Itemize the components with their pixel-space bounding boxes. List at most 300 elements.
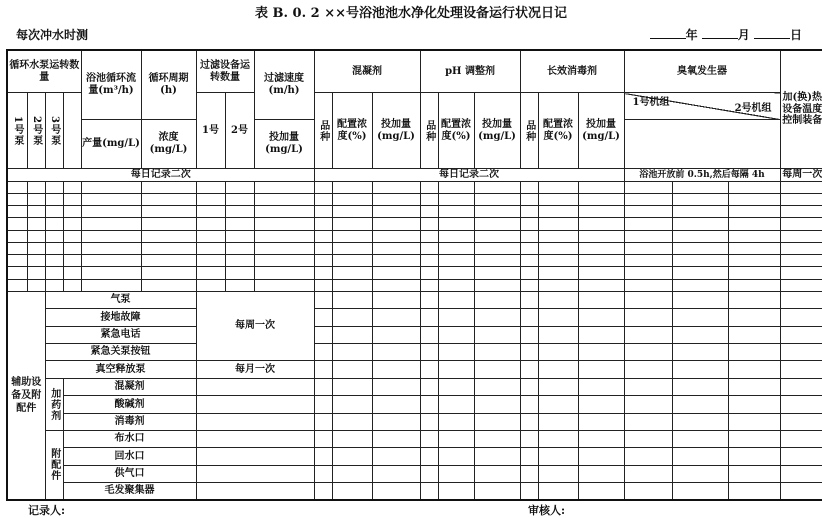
data-cell[interactable] xyxy=(372,326,420,343)
data-cell[interactable] xyxy=(780,242,822,254)
data-cell[interactable] xyxy=(538,242,578,254)
data-cell[interactable] xyxy=(141,206,196,218)
data-cell[interactable] xyxy=(420,430,438,447)
data-cell[interactable] xyxy=(438,206,474,218)
data-cell[interactable] xyxy=(372,279,420,291)
data-cell[interactable] xyxy=(63,193,81,205)
data-cell[interactable] xyxy=(780,482,822,500)
data-cell[interactable] xyxy=(225,230,254,242)
data-cell[interactable] xyxy=(420,413,438,430)
data-cell[interactable] xyxy=(225,242,254,254)
data-cell[interactable] xyxy=(196,279,225,291)
data-cell[interactable] xyxy=(332,279,372,291)
data-cell[interactable] xyxy=(672,242,728,254)
data-cell[interactable] xyxy=(672,206,728,218)
data-cell[interactable] xyxy=(332,465,372,482)
data-cell[interactable] xyxy=(254,255,314,267)
data-cell[interactable] xyxy=(225,206,254,218)
data-cell[interactable] xyxy=(27,242,45,254)
data-cell[interactable] xyxy=(332,193,372,205)
data-cell[interactable] xyxy=(254,193,314,205)
data-cell[interactable] xyxy=(314,413,332,430)
data-cell[interactable] xyxy=(254,242,314,254)
data-cell[interactable] xyxy=(578,181,624,193)
data-cell[interactable] xyxy=(141,279,196,291)
data-cell[interactable] xyxy=(780,230,822,242)
data-cell[interactable] xyxy=(474,181,520,193)
data-cell[interactable] xyxy=(27,255,45,267)
data-cell[interactable] xyxy=(27,267,45,279)
data-cell[interactable] xyxy=(520,482,538,500)
data-cell[interactable] xyxy=(7,279,27,291)
data-cell[interactable] xyxy=(624,206,672,218)
data-cell[interactable] xyxy=(438,181,474,193)
data-cell[interactable] xyxy=(780,465,822,482)
data-cell[interactable] xyxy=(332,344,372,361)
data-cell[interactable] xyxy=(45,230,63,242)
data-cell[interactable] xyxy=(728,448,780,465)
data-cell[interactable] xyxy=(474,413,520,430)
data-cell[interactable] xyxy=(624,448,672,465)
data-cell[interactable] xyxy=(728,482,780,500)
data-cell[interactable] xyxy=(63,267,81,279)
data-cell[interactable] xyxy=(372,267,420,279)
data-cell[interactable] xyxy=(332,430,372,447)
data-cell[interactable] xyxy=(520,206,538,218)
data-cell[interactable] xyxy=(254,230,314,242)
data-cell[interactable] xyxy=(314,206,332,218)
data-cell[interactable] xyxy=(372,218,420,230)
data-cell[interactable] xyxy=(624,378,672,395)
data-cell[interactable] xyxy=(728,396,780,413)
data-cell[interactable] xyxy=(27,230,45,242)
data-cell[interactable] xyxy=(474,206,520,218)
data-cell[interactable] xyxy=(538,344,578,361)
data-cell[interactable] xyxy=(314,482,332,500)
data-cell[interactable] xyxy=(578,326,624,343)
data-cell[interactable] xyxy=(474,361,520,378)
data-cell[interactable] xyxy=(538,193,578,205)
data-cell[interactable] xyxy=(578,396,624,413)
data-cell[interactable] xyxy=(372,482,420,500)
data-cell[interactable] xyxy=(520,193,538,205)
data-cell[interactable] xyxy=(438,465,474,482)
data-cell[interactable] xyxy=(520,465,538,482)
data-cell[interactable] xyxy=(728,430,780,447)
month-blank[interactable] xyxy=(702,28,738,39)
data-cell[interactable] xyxy=(141,218,196,230)
data-cell[interactable] xyxy=(314,242,332,254)
data-cell[interactable] xyxy=(225,279,254,291)
data-cell[interactable] xyxy=(538,326,578,343)
data-cell[interactable] xyxy=(520,309,538,326)
data-cell[interactable] xyxy=(372,396,420,413)
data-cell[interactable] xyxy=(474,218,520,230)
data-cell[interactable] xyxy=(438,413,474,430)
data-cell[interactable] xyxy=(578,309,624,326)
data-cell[interactable] xyxy=(141,242,196,254)
data-cell[interactable] xyxy=(196,181,225,193)
data-cell[interactable] xyxy=(780,181,822,193)
data-cell[interactable] xyxy=(332,267,372,279)
data-cell[interactable] xyxy=(7,181,27,193)
data-cell[interactable] xyxy=(672,279,728,291)
data-cell[interactable] xyxy=(420,255,438,267)
data-cell[interactable] xyxy=(81,279,141,291)
data-cell[interactable] xyxy=(27,193,45,205)
aux-freq-cell[interactable] xyxy=(196,465,314,482)
data-cell[interactable] xyxy=(672,255,728,267)
data-cell[interactable] xyxy=(538,413,578,430)
data-cell[interactable] xyxy=(7,206,27,218)
data-cell[interactable] xyxy=(254,267,314,279)
data-cell[interactable] xyxy=(420,181,438,193)
data-cell[interactable] xyxy=(420,206,438,218)
data-cell[interactable] xyxy=(141,267,196,279)
data-cell[interactable] xyxy=(624,326,672,343)
data-cell[interactable] xyxy=(372,291,420,308)
data-cell[interactable] xyxy=(672,378,728,395)
data-cell[interactable] xyxy=(578,430,624,447)
data-cell[interactable] xyxy=(780,378,822,395)
data-cell[interactable] xyxy=(728,279,780,291)
data-cell[interactable] xyxy=(438,361,474,378)
data-cell[interactable] xyxy=(314,267,332,279)
data-cell[interactable] xyxy=(780,344,822,361)
data-cell[interactable] xyxy=(141,255,196,267)
data-cell[interactable] xyxy=(520,181,538,193)
data-cell[interactable] xyxy=(538,465,578,482)
data-cell[interactable] xyxy=(438,326,474,343)
data-cell[interactable] xyxy=(438,255,474,267)
aux-freq-cell[interactable] xyxy=(196,448,314,465)
data-cell[interactable] xyxy=(780,309,822,326)
data-cell[interactable] xyxy=(438,218,474,230)
data-cell[interactable] xyxy=(474,326,520,343)
data-cell[interactable] xyxy=(538,309,578,326)
data-cell[interactable] xyxy=(314,465,332,482)
data-cell[interactable] xyxy=(438,242,474,254)
data-cell[interactable] xyxy=(254,279,314,291)
data-cell[interactable] xyxy=(728,309,780,326)
data-cell[interactable] xyxy=(314,181,332,193)
data-cell[interactable] xyxy=(728,465,780,482)
data-cell[interactable] xyxy=(438,378,474,395)
data-cell[interactable] xyxy=(81,255,141,267)
data-cell[interactable] xyxy=(578,193,624,205)
data-cell[interactable] xyxy=(45,279,63,291)
data-cell[interactable] xyxy=(63,242,81,254)
data-cell[interactable] xyxy=(520,255,538,267)
data-cell[interactable] xyxy=(780,430,822,447)
data-cell[interactable] xyxy=(474,396,520,413)
data-cell[interactable] xyxy=(438,448,474,465)
data-cell[interactable] xyxy=(372,242,420,254)
data-cell[interactable] xyxy=(624,291,672,308)
data-cell[interactable] xyxy=(474,291,520,308)
data-cell[interactable] xyxy=(81,206,141,218)
data-cell[interactable] xyxy=(438,396,474,413)
data-cell[interactable] xyxy=(780,291,822,308)
data-cell[interactable] xyxy=(196,267,225,279)
data-cell[interactable] xyxy=(672,181,728,193)
data-cell[interactable] xyxy=(728,291,780,308)
data-cell[interactable] xyxy=(372,361,420,378)
data-cell[interactable] xyxy=(420,279,438,291)
data-cell[interactable] xyxy=(45,267,63,279)
data-cell[interactable] xyxy=(63,218,81,230)
data-cell[interactable] xyxy=(538,206,578,218)
data-cell[interactable] xyxy=(314,396,332,413)
data-cell[interactable] xyxy=(538,291,578,308)
data-cell[interactable] xyxy=(728,413,780,430)
data-cell[interactable] xyxy=(7,230,27,242)
data-cell[interactable] xyxy=(45,218,63,230)
data-cell[interactable] xyxy=(420,193,438,205)
data-cell[interactable] xyxy=(780,255,822,267)
data-cell[interactable] xyxy=(372,378,420,395)
data-cell[interactable] xyxy=(474,279,520,291)
data-cell[interactable] xyxy=(7,242,27,254)
data-cell[interactable] xyxy=(372,181,420,193)
data-cell[interactable] xyxy=(520,242,538,254)
data-cell[interactable] xyxy=(7,255,27,267)
data-cell[interactable] xyxy=(520,279,538,291)
data-cell[interactable] xyxy=(225,218,254,230)
data-cell[interactable] xyxy=(474,242,520,254)
data-cell[interactable] xyxy=(624,267,672,279)
data-cell[interactable] xyxy=(314,309,332,326)
data-cell[interactable] xyxy=(45,255,63,267)
data-cell[interactable] xyxy=(332,413,372,430)
data-cell[interactable] xyxy=(196,242,225,254)
data-cell[interactable] xyxy=(538,279,578,291)
data-cell[interactable] xyxy=(225,193,254,205)
data-cell[interactable] xyxy=(420,230,438,242)
data-cell[interactable] xyxy=(254,218,314,230)
data-cell[interactable] xyxy=(578,361,624,378)
data-cell[interactable] xyxy=(538,255,578,267)
data-cell[interactable] xyxy=(624,413,672,430)
data-cell[interactable] xyxy=(538,218,578,230)
data-cell[interactable] xyxy=(332,230,372,242)
data-cell[interactable] xyxy=(578,218,624,230)
data-cell[interactable] xyxy=(780,361,822,378)
data-cell[interactable] xyxy=(332,291,372,308)
data-cell[interactable] xyxy=(520,291,538,308)
data-cell[interactable] xyxy=(578,230,624,242)
data-cell[interactable] xyxy=(141,181,196,193)
data-cell[interactable] xyxy=(45,242,63,254)
data-cell[interactable] xyxy=(27,279,45,291)
data-cell[interactable] xyxy=(728,181,780,193)
data-cell[interactable] xyxy=(420,482,438,500)
data-cell[interactable] xyxy=(420,361,438,378)
aux-freq-cell[interactable] xyxy=(196,430,314,447)
data-cell[interactable] xyxy=(141,193,196,205)
data-cell[interactable] xyxy=(314,279,332,291)
data-cell[interactable] xyxy=(780,448,822,465)
data-cell[interactable] xyxy=(420,291,438,308)
data-cell[interactable] xyxy=(624,230,672,242)
data-cell[interactable] xyxy=(538,230,578,242)
data-cell[interactable] xyxy=(196,218,225,230)
data-cell[interactable] xyxy=(538,482,578,500)
data-cell[interactable] xyxy=(578,206,624,218)
data-cell[interactable] xyxy=(332,309,372,326)
data-cell[interactable] xyxy=(45,181,63,193)
data-cell[interactable] xyxy=(728,361,780,378)
data-cell[interactable] xyxy=(520,361,538,378)
data-cell[interactable] xyxy=(314,193,332,205)
data-cell[interactable] xyxy=(672,361,728,378)
data-cell[interactable] xyxy=(332,218,372,230)
data-cell[interactable] xyxy=(438,193,474,205)
data-cell[interactable] xyxy=(372,309,420,326)
data-cell[interactable] xyxy=(314,378,332,395)
data-cell[interactable] xyxy=(578,378,624,395)
data-cell[interactable] xyxy=(780,267,822,279)
data-cell[interactable] xyxy=(474,255,520,267)
data-cell[interactable] xyxy=(474,344,520,361)
data-cell[interactable] xyxy=(254,181,314,193)
data-cell[interactable] xyxy=(45,206,63,218)
data-cell[interactable] xyxy=(520,344,538,361)
data-cell[interactable] xyxy=(728,326,780,343)
data-cell[interactable] xyxy=(438,309,474,326)
data-cell[interactable] xyxy=(728,378,780,395)
data-cell[interactable] xyxy=(728,242,780,254)
data-cell[interactable] xyxy=(372,193,420,205)
data-cell[interactable] xyxy=(63,206,81,218)
data-cell[interactable] xyxy=(672,291,728,308)
data-cell[interactable] xyxy=(420,396,438,413)
data-cell[interactable] xyxy=(474,448,520,465)
data-cell[interactable] xyxy=(372,255,420,267)
data-cell[interactable] xyxy=(81,193,141,205)
data-cell[interactable] xyxy=(314,326,332,343)
data-cell[interactable] xyxy=(672,396,728,413)
data-cell[interactable] xyxy=(314,361,332,378)
data-cell[interactable] xyxy=(728,255,780,267)
data-cell[interactable] xyxy=(332,378,372,395)
data-cell[interactable] xyxy=(314,255,332,267)
data-cell[interactable] xyxy=(538,361,578,378)
data-cell[interactable] xyxy=(420,378,438,395)
data-cell[interactable] xyxy=(438,430,474,447)
data-cell[interactable] xyxy=(538,267,578,279)
data-cell[interactable] xyxy=(672,344,728,361)
data-cell[interactable] xyxy=(63,181,81,193)
data-cell[interactable] xyxy=(332,448,372,465)
data-cell[interactable] xyxy=(538,181,578,193)
data-cell[interactable] xyxy=(81,230,141,242)
data-cell[interactable] xyxy=(624,396,672,413)
data-cell[interactable] xyxy=(578,255,624,267)
data-cell[interactable] xyxy=(624,218,672,230)
data-cell[interactable] xyxy=(672,230,728,242)
data-cell[interactable] xyxy=(578,344,624,361)
data-cell[interactable] xyxy=(520,267,538,279)
data-cell[interactable] xyxy=(27,218,45,230)
data-cell[interactable] xyxy=(438,344,474,361)
data-cell[interactable] xyxy=(728,193,780,205)
data-cell[interactable] xyxy=(63,255,81,267)
data-cell[interactable] xyxy=(420,218,438,230)
data-cell[interactable] xyxy=(624,279,672,291)
data-cell[interactable] xyxy=(196,206,225,218)
data-cell[interactable] xyxy=(420,465,438,482)
data-cell[interactable] xyxy=(314,291,332,308)
data-cell[interactable] xyxy=(520,230,538,242)
data-cell[interactable] xyxy=(474,267,520,279)
data-cell[interactable] xyxy=(520,413,538,430)
data-cell[interactable] xyxy=(672,326,728,343)
data-cell[interactable] xyxy=(780,193,822,205)
data-cell[interactable] xyxy=(538,430,578,447)
data-cell[interactable] xyxy=(314,230,332,242)
data-cell[interactable] xyxy=(81,218,141,230)
data-cell[interactable] xyxy=(314,344,332,361)
data-cell[interactable] xyxy=(624,482,672,500)
data-cell[interactable] xyxy=(672,430,728,447)
data-cell[interactable] xyxy=(45,193,63,205)
data-cell[interactable] xyxy=(672,193,728,205)
data-cell[interactable] xyxy=(196,230,225,242)
data-cell[interactable] xyxy=(81,181,141,193)
data-cell[interactable] xyxy=(624,465,672,482)
aux-freq-cell[interactable] xyxy=(196,378,314,395)
data-cell[interactable] xyxy=(141,230,196,242)
data-cell[interactable] xyxy=(474,309,520,326)
data-cell[interactable] xyxy=(27,181,45,193)
data-cell[interactable] xyxy=(372,430,420,447)
data-cell[interactable] xyxy=(672,218,728,230)
data-cell[interactable] xyxy=(196,193,225,205)
data-cell[interactable] xyxy=(7,218,27,230)
data-cell[interactable] xyxy=(728,344,780,361)
aux-freq-cell[interactable] xyxy=(196,396,314,413)
data-cell[interactable] xyxy=(780,279,822,291)
data-cell[interactable] xyxy=(728,206,780,218)
data-cell[interactable] xyxy=(474,430,520,447)
data-cell[interactable] xyxy=(578,482,624,500)
data-cell[interactable] xyxy=(372,465,420,482)
data-cell[interactable] xyxy=(314,448,332,465)
data-cell[interactable] xyxy=(420,344,438,361)
data-cell[interactable] xyxy=(81,242,141,254)
data-cell[interactable] xyxy=(624,361,672,378)
data-cell[interactable] xyxy=(780,218,822,230)
data-cell[interactable] xyxy=(624,193,672,205)
data-cell[interactable] xyxy=(520,430,538,447)
data-cell[interactable] xyxy=(372,448,420,465)
data-cell[interactable] xyxy=(225,181,254,193)
data-cell[interactable] xyxy=(538,396,578,413)
data-cell[interactable] xyxy=(578,291,624,308)
data-cell[interactable] xyxy=(63,279,81,291)
data-cell[interactable] xyxy=(474,465,520,482)
data-cell[interactable] xyxy=(372,230,420,242)
data-cell[interactable] xyxy=(372,206,420,218)
data-cell[interactable] xyxy=(332,482,372,500)
data-cell[interactable] xyxy=(474,193,520,205)
data-cell[interactable] xyxy=(196,255,225,267)
data-cell[interactable] xyxy=(332,396,372,413)
data-cell[interactable] xyxy=(420,242,438,254)
data-cell[interactable] xyxy=(27,206,45,218)
data-cell[interactable] xyxy=(332,181,372,193)
